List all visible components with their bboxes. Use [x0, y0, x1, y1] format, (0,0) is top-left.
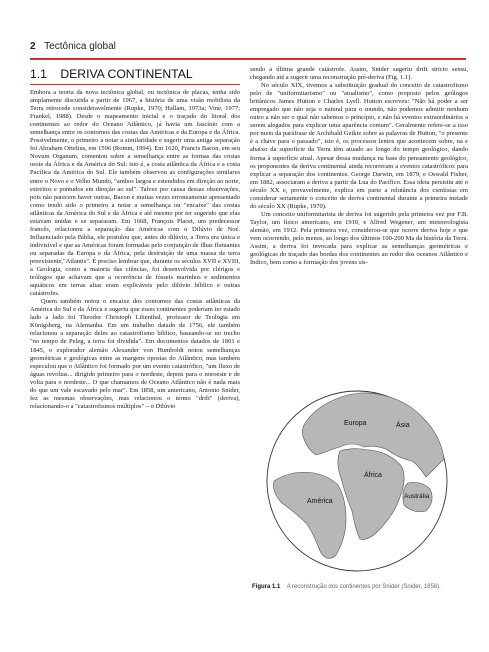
page-number: 2	[30, 41, 36, 52]
section-title: DERIVA CONTINENTAL	[60, 67, 193, 81]
label-africa: África	[364, 472, 382, 479]
paragraph: Um conceito uniformitarista de deriva foi sugerido pela primeira vez por F.B. Taylor, um físico americano, em 1910, e Alfred Wegener, um meteorologista alemão, em 1912. Pela primeira vez, considerou-se que ocorre deriva hoje e que vem ocorrendo, pelo menos, ao longo dos últimos 100-200 Ma da história da Terra. Assim, a deriva foi invocada para explicar as semelhanças geométricas e geológicas do traçado das bordas dos continentes ao redor dos oceanos Atlântico e Índico, bem como a formação dos jovens sis-	[250, 210, 468, 267]
paragraph: Quem também notou o encaixe dos contornos das costas atlânticas da América do Sul e da África e sugeriu que esses continentes poderiam ter estado lado a lado foi Theodor Christoph Lilienthal, professor de Teologia em Königsberg, na Alemanha. Em um trabalho datado de 1756, ele também relacionou a separação deles ao catastrofismo bíblico, baseando-se no trecho "no tempo de Peleg, a terra foi dividida". Em documentos datados de 1801 e 1845, o explorador alemão Alexander von Humboldt notou semelhanças geométricas e geológicas entre as margens opostas do Atlântico, mas também especulou que o Atlântico foi formado por um evento catastrófico, "um fluxo de águas revoltas... dirigido primeiro para o nordeste, depois para o noroeste e de volta para o nordeste... O que chamamos de Oceano Atlântico não é nada mais do que um vale escavado pelo mar". Em 1858, um americano, Antonio Snider, fez as mesmas observações, mas relacionou o termo "drift" (deriva), relacionando-o a "catastrofismos múltiplos" – o Dilúvio	[30, 298, 240, 410]
paragraph: Embora a teoria da nova tectônica global, ou tectônica de placas, tenha sido amplamente discutida a partir de 1967, a história de uma visão mobilista da Terra retrocede consideravelmente (Rupke, 1970; Hallam, 1973a; Vine, 1977; Frankel, 1988). Desde o mapeamento inicial e o traçado do litoral dos continentes ao redor do Oceano Atlântico, já havia um fascínio com a semelhança entre os contornos das costas das Américas e da Europa e da África. Possivelmente, o primeiro a notar a similaridade e sugerir uma antiga separação foi Abraham Ortelius, em 1596 (Romm, 1994). Em 1620, Francis Bacon, em seu Novum Organum, comentou sobre a semelhança entre as formas das costas oeste da África e da América do Sul: isto é, a costa atlântica da África e a costa Pacífica da América do Sul. Ele também observou as configurações similares entre o Novo e o Velho Mundo, "ambos largos e estendidos em direção ao norte, estreitos e pontudos em direção ao sul". Talvez por causa dessas observações, pois não parecem haver outras, Bacon é muitas vezes erroneamente apresentado como tendo sido o primeiro a notar a semelhança ou "encaixe" das costas atlânticas da América do Sul e da África e até mesmo por ter sugerido que elas estavam unidas e se separaram. Em 1668, François Placet, um predecessor francês, relacionou a separação das Américas com o Dilúvio de Noé. Influenciado pela Bíblia, ele postulou que, antes do dilúvio, a Terra era única e indivisível e que as Américas foram formadas pelo conjunção de ilhas flutuantes ou separadas da Europa e da África, pela destruição de uma massa de terra preexistente,"Atlantis". É preciso lembrar que, durante os séculos XVII e XVIII, a Geologia, como a maioria das ciências, foi desenvolvida por clérigos e teólogos que achavam que a ocorrência de fósseis marinhos e sedimentos aquáticos em terras altas eram explicáveis pelo dilúvio bíblico e outras catástrofes.	[30, 89, 240, 298]
section-heading	[30, 67, 240, 83]
running-title: Tectônica global	[44, 41, 116, 52]
section-rule	[30, 84, 240, 85]
caption-label: Figura 1.1	[252, 584, 281, 590]
figure-1-1	[252, 385, 466, 577]
header-rule	[30, 58, 466, 60]
caption-text: A reconstrução dos continentes por Snider (Snider, 1858).	[286, 584, 441, 590]
paragraph: sendo a última grande catástrofe. Assim, Snider sugeriu drift stricto sensu, chegando até a sugerir uma reconstrução pré-deriva (Fig. 1.1).	[250, 66, 468, 82]
label-america: América	[307, 498, 333, 505]
label-europa: Europa	[344, 420, 367, 427]
running-head	[30, 41, 460, 57]
left-column	[30, 89, 240, 411]
right-column	[250, 66, 468, 267]
figure-caption	[252, 584, 466, 592]
label-australia: Austrália	[404, 493, 430, 500]
label-asia: Ásia	[396, 422, 410, 429]
paragraph: No século XIX, tivemos a substituição gradual do conceito de catastrofismo pelo de "uniformitarismo" ou "atualismo", como proposto pelos geólogos britânicos James Hutton e Charles Lyell. Hutton escreveu: "Não há poder a ser empregado que não seja o natural para o mundo, não podemos admitir nenhum outro a não ser o qual não sabemos o princípio, e não há eventos extraordinários a serem alegados para explicar uma aparência comum". Geralmente refere-se a isso por meio da paráfrase de Archibald Geikie sobre as palavras de Hutton, "o presente é a chave para o passado", isto é, os processos lentos que acontecem sobre, na e abaixo da superfície da Terra têm atuado ao longo do tempo geológico, dando forma à superfície atual. Apesar dessa mudança na base do pensamento geológico, os proponentes da deriva continental ainda recorreram a eventos catastróficos para explicar a separação dos continentes. George Darwin, em 1879, e Oswald Fisher, em 1882, associaram a deriva a partir da Lua do Pacífico. Essa ideia persistiu até o século XX e, provavelmente, explica em parte a relutância dos cientistas em considerar seriamente o conceito de deriva continental durante a primeira metade do século XX (Rupke, 1970).	[250, 82, 468, 210]
snider-reconstruction-map	[252, 385, 466, 577]
section-number: 1.1	[30, 67, 47, 81]
